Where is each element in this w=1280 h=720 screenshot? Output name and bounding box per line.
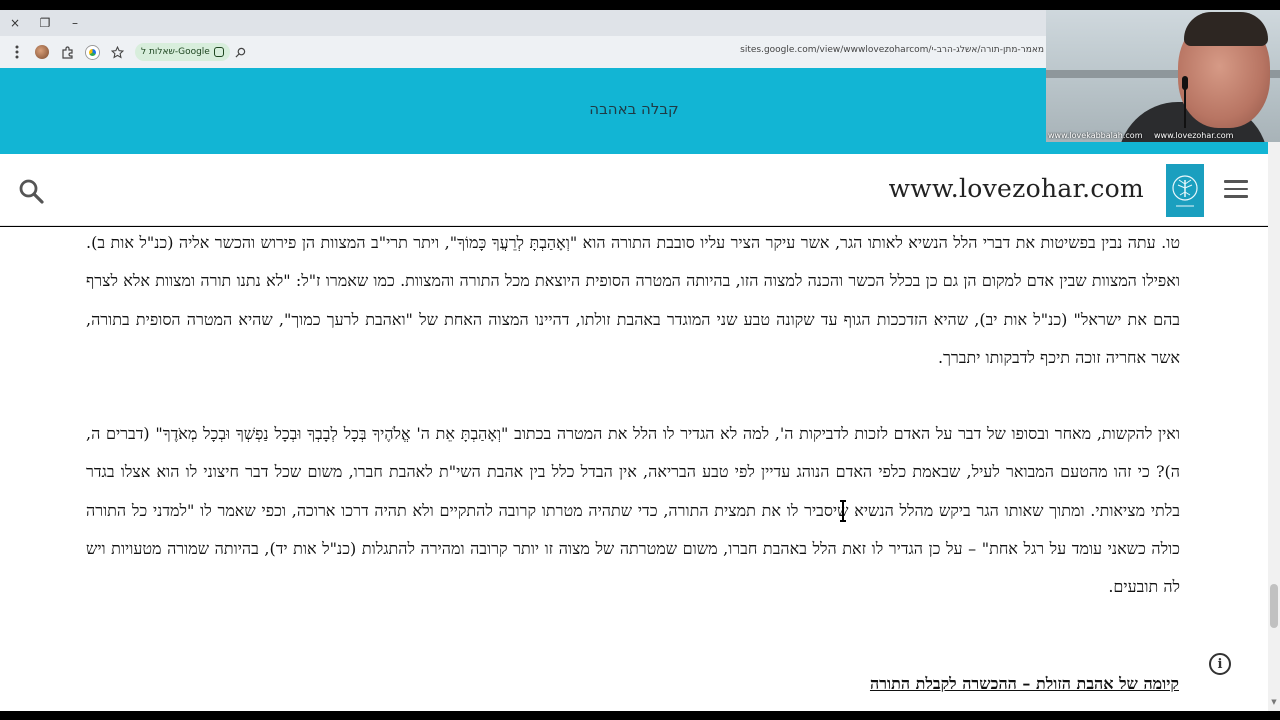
ask-google-chip[interactable] [135, 43, 230, 61]
site-name-link[interactable]: www.lovezohar.com [888, 174, 1144, 203]
search-icon[interactable] [18, 178, 44, 204]
profile-avatar[interactable] [31, 41, 53, 63]
browser-title-bar [0, 10, 1046, 36]
minimize-window-button[interactable]: – [72, 16, 78, 30]
webcam-caption-right: www.lovezohar.com [1154, 131, 1234, 140]
article-content [0, 227, 1268, 711]
restore-window-button[interactable]: ❐ [39, 16, 51, 30]
article-paragraph: ואין להקשות, מאחר ובסופו של דבר על האדם לזכות לדביקות ה', למה לא הגדיר לו הלל את המטרה בכתוב "וְאָהַבְתָּ אֵת ה' אֱלֹהֶיךָ בְּכָל לְבָבְךָ וּבְכָל נַפְשְׁךָ וּבְכָל מְאֹדֶךָ" (דברים ה, ה)? כי זהו מהטעם המבואר לעיל, שבאמת כלפי האדם הנוהג עדיין לפי טבע הבריאה, אין הבדל כלל בין אהבת השי"ת לאהבת חברו, משום שכל דבר חיצוני לו הוא אצלו בגדר בלתי מציאותי. ומתוך שאותו הגר ביקש מהלל הנשיא שיסביר לו את תמצית התורה, כדי שתהיה מטרתו קרובה להתקיים ולא תהיה דרכו ארוכה, וכפי שאמר לו "למדני כל התורה כולה כשאני עומד על רגל אחת" – על כן הגדיר לו זאת הלל באהבת חברו, משום שמטרתה של מצוה זו יותר קרובה ומהירה להתגלות (כנ"ל אות יד), בהיותה שמורה מטעויות ויש לה תובעים. [86, 424, 1181, 597]
webcam-overlay [1046, 10, 1280, 142]
article-paragraph: טו. עתה נבין בפשיטות את דברי הלל הנשיא לאותו הגר, אשר עיקר הציר עליו סובבת התורה הוא "וְאָהַבְתָּ לְרֵעֲךָ כָּמוֹךָ", ויתר תרי"ב המצוות הן פירוש והכשר אליה (כנ"ל אות ב). ואפילו המצוות שבין אדם למקום הן גם כן בכלל הכשר והכנה למצוה הזו, בהיותה המטרה הסופית היוצאת מכל התורה והמצוות. כמו שאמרו ז"ל: "לא נתנו תורה ומצוות אלא לצרף בהם את ישראל" (כנ"ל אות יב), שהיא הזדככות הגוף עד שקונה טבע שני המוגדר באהבת זולתו, דהיינו המצוה האחת של "ואהבת לרעך כמוך", שהיא המטרה הסופית בתורה, אשר אחריה זוכה תיכף לדבקותו יתברך. [86, 233, 1181, 367]
site-header [0, 154, 1268, 226]
browser-toolbar [0, 36, 1046, 68]
bookmark-star-icon[interactable] [106, 41, 128, 63]
close-window-button[interactable]: × [9, 16, 21, 30]
scrollbar-thumb[interactable] [1270, 584, 1278, 628]
section-heading: קיומה של אהבת הזולת – ההכשרה לקבלת התורה [869, 674, 1179, 693]
text-cursor-icon [838, 500, 848, 522]
info-icon[interactable]: i [1209, 653, 1231, 675]
address-bar-url[interactable]: sites.google.com/view/wwwlovezoharcom/מאמר-מתן-תורה/אשלג-הרב-י [740, 45, 1044, 55]
banner-title: קבלה באהבה [589, 100, 679, 118]
more-options-icon[interactable] [6, 41, 28, 63]
chrome-icon[interactable] [81, 41, 103, 63]
extensions-icon[interactable] [56, 41, 78, 63]
search-tune-icon[interactable] [230, 41, 252, 63]
google-lens-icon [214, 47, 224, 57]
bottom-black-strip [0, 711, 1280, 720]
page-scrollbar[interactable] [1268, 68, 1280, 711]
webcam-caption-left: www.lovekabbalah.com [1048, 131, 1143, 140]
tree-of-life-icon [1170, 170, 1200, 212]
presenter-hair [1184, 12, 1268, 46]
ask-google-label: שאלות ל-Google [141, 47, 210, 57]
scroll-down-icon[interactable]: ▼ [1271, 698, 1277, 706]
earbud-cable [1184, 88, 1186, 128]
top-black-strip [0, 0, 1280, 10]
site-logo[interactable] [1166, 164, 1204, 217]
hamburger-menu-icon[interactable] [1224, 180, 1248, 200]
